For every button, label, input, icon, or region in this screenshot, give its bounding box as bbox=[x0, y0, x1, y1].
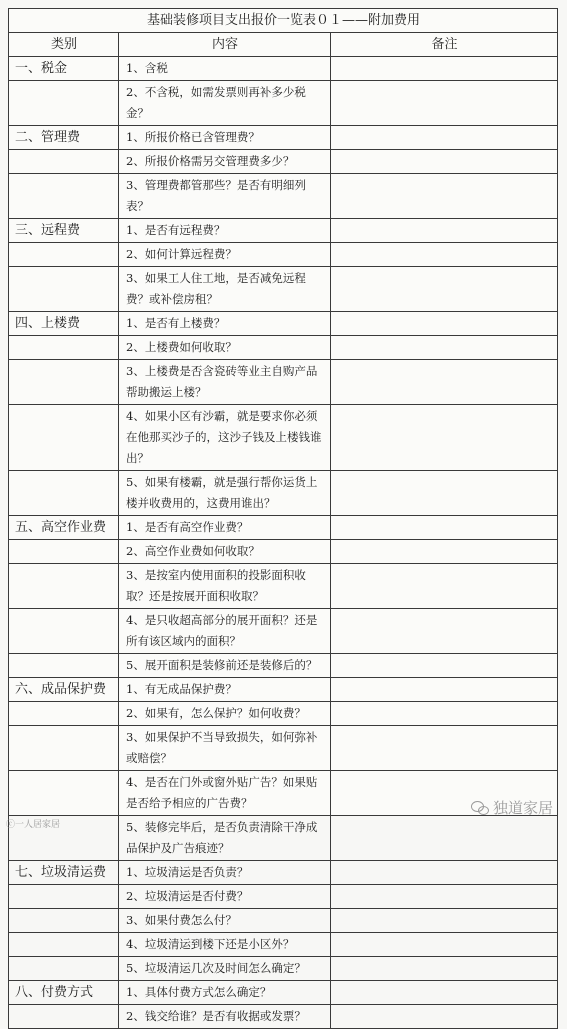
remarks-cell bbox=[331, 1005, 558, 1029]
wechat-icon bbox=[471, 801, 489, 815]
table-row bbox=[9, 360, 558, 405]
category-cell bbox=[9, 933, 119, 957]
remarks-cell bbox=[331, 150, 558, 174]
header-content: 内容 bbox=[119, 33, 331, 57]
table-row bbox=[9, 702, 558, 726]
quote-table bbox=[8, 8, 558, 1029]
table-row bbox=[9, 174, 558, 219]
category-cell bbox=[9, 564, 119, 609]
remarks-cell bbox=[331, 861, 558, 885]
remarks-cell bbox=[331, 957, 558, 981]
table-row bbox=[9, 609, 558, 654]
category-cell bbox=[9, 405, 119, 471]
content-cell: 4、是否在门外或窗外贴广告？如果贴是否给予相应的广告费？ bbox=[119, 771, 331, 816]
remarks-cell bbox=[331, 564, 558, 609]
table-row bbox=[9, 57, 558, 81]
category-cell: 四、上楼费 bbox=[9, 312, 119, 336]
table-row bbox=[9, 81, 558, 126]
category-cell bbox=[9, 909, 119, 933]
remarks-cell bbox=[331, 336, 558, 360]
footer bbox=[0, 799, 567, 830]
category-cell bbox=[9, 726, 119, 771]
content-cell: 2、所报价格需另交管理费多少？ bbox=[119, 150, 331, 174]
table-row bbox=[9, 726, 558, 771]
header-category: 类别 bbox=[9, 33, 119, 57]
content-cell: 2、如何计算远程费？ bbox=[119, 243, 331, 267]
content-cell: 5、垃圾清运几次及时间怎么确定？ bbox=[119, 957, 331, 981]
category-cell bbox=[9, 243, 119, 267]
table-row bbox=[9, 885, 558, 909]
remarks-cell bbox=[331, 885, 558, 909]
header-remarks: 备注 bbox=[331, 33, 558, 57]
category-cell bbox=[9, 174, 119, 219]
table-row bbox=[9, 126, 558, 150]
table-row bbox=[9, 654, 558, 678]
content-cell: 5、展开面积是装修前还是装修后的？ bbox=[119, 654, 331, 678]
remarks-cell bbox=[331, 540, 558, 564]
content-cell: 5、如果有楼霸，就是强行帮你运货上楼并收费用的，这费用谁出？ bbox=[119, 471, 331, 516]
remarks-cell bbox=[331, 702, 558, 726]
content-cell: 5、装修完毕后，是否负责清除干净成品保护及广告痕迹？ bbox=[119, 816, 331, 861]
content-cell: 3、管理费都管那些？是否有明细列表？ bbox=[119, 174, 331, 219]
remarks-cell bbox=[331, 516, 558, 540]
table-row bbox=[9, 861, 558, 885]
category-cell bbox=[9, 702, 119, 726]
content-cell: 4、垃圾清运到楼下还是小区外？ bbox=[119, 933, 331, 957]
category-cell bbox=[9, 609, 119, 654]
remarks-cell bbox=[331, 126, 558, 150]
table-row bbox=[9, 336, 558, 360]
content-cell: 1、垃圾清运是否负责？ bbox=[119, 861, 331, 885]
table-row bbox=[9, 405, 558, 471]
remarks-cell bbox=[331, 360, 558, 405]
content-cell: 4、如果小区有沙霸，就是要求你必须在他那买沙子的，这沙子钱及上楼钱谁出？ bbox=[119, 405, 331, 471]
category-cell bbox=[9, 150, 119, 174]
table-title: 基础装修项目支出报价一览表０１——附加费用 bbox=[9, 9, 558, 33]
category-cell bbox=[9, 471, 119, 516]
table-row bbox=[9, 564, 558, 609]
category-cell: 三、远程费 bbox=[9, 219, 119, 243]
remarks-cell bbox=[331, 81, 558, 126]
remarks-cell bbox=[331, 654, 558, 678]
content-cell: 3、是按室内使用面积的投影面积收取？还是按展开面积收取？ bbox=[119, 564, 331, 609]
category-cell bbox=[9, 267, 119, 312]
table-row bbox=[9, 540, 558, 564]
content-cell: 3、如果保护不当导致损失，如何弥补或赔偿？ bbox=[119, 726, 331, 771]
table-row bbox=[9, 150, 558, 174]
content-cell: 1、是否有远程费？ bbox=[119, 219, 331, 243]
table-row bbox=[9, 267, 558, 312]
remarks-cell bbox=[331, 174, 558, 219]
category-cell: 八、付费方式 bbox=[9, 981, 119, 1005]
remarks-cell bbox=[331, 267, 558, 312]
content-cell: 2、如果有，怎么保护？如何收费？ bbox=[119, 702, 331, 726]
category-cell: 一、税金 bbox=[9, 57, 119, 81]
table-row bbox=[9, 933, 558, 957]
content-cell: 1、是否有高空作业费？ bbox=[119, 516, 331, 540]
category-cell: 二、管理费 bbox=[9, 126, 119, 150]
table-row bbox=[9, 678, 558, 702]
category-cell: 五、高空作业费 bbox=[9, 516, 119, 540]
table-row bbox=[9, 981, 558, 1005]
remarks-cell bbox=[331, 909, 558, 933]
remarks-cell bbox=[331, 405, 558, 471]
remarks-cell bbox=[331, 933, 558, 957]
category-cell bbox=[9, 81, 119, 126]
remarks-cell bbox=[331, 726, 558, 771]
content-cell: 2、上楼费如何收取？ bbox=[119, 336, 331, 360]
category-cell: 七、垃圾清运费 bbox=[9, 861, 119, 885]
watermark-left: ⓒ一人居家居 bbox=[6, 820, 61, 830]
content-cell: 2、高空作业费如何收取？ bbox=[119, 540, 331, 564]
category-cell bbox=[9, 885, 119, 909]
content-cell: 3、如果工人住工地，是否减免远程费？或补偿房租？ bbox=[119, 267, 331, 312]
content-cell: 1、是否有上楼费？ bbox=[119, 312, 331, 336]
table-row bbox=[9, 909, 558, 933]
table-row bbox=[9, 516, 558, 540]
content-cell: 2、不含税，如需发票则再补多少税金？ bbox=[119, 81, 331, 126]
table-row bbox=[9, 471, 558, 516]
remarks-cell bbox=[331, 609, 558, 654]
content-cell: 2、垃圾清运是否付费？ bbox=[119, 885, 331, 909]
category-cell bbox=[9, 654, 119, 678]
watermark-right bbox=[471, 797, 553, 818]
category-cell bbox=[9, 360, 119, 405]
remarks-cell bbox=[331, 57, 558, 81]
content-cell: 3、如果付费怎么付？ bbox=[119, 909, 331, 933]
remarks-cell bbox=[331, 219, 558, 243]
content-cell: 1、有无成品保护费？ bbox=[119, 678, 331, 702]
remarks-cell bbox=[331, 312, 558, 336]
content-cell: 1、所报价格已含管理费？ bbox=[119, 126, 331, 150]
category-cell bbox=[9, 771, 119, 816]
category-cell bbox=[9, 957, 119, 981]
table-row bbox=[9, 957, 558, 981]
header-row bbox=[9, 33, 558, 57]
table-row bbox=[9, 243, 558, 267]
remarks-cell bbox=[331, 471, 558, 516]
content-cell: 3、上楼费是否含瓷砖等业主自购产品帮助搬运上楼？ bbox=[119, 360, 331, 405]
category-cell bbox=[9, 540, 119, 564]
category-cell: 六、成品保护费 bbox=[9, 678, 119, 702]
content-cell: 4、是只收超高部分的展开面积？还是所有该区域内的面积？ bbox=[119, 609, 331, 654]
table-row bbox=[9, 312, 558, 336]
table-row bbox=[9, 1005, 558, 1029]
content-cell: 1、具体付费方式怎么确定？ bbox=[119, 981, 331, 1005]
remarks-cell bbox=[331, 981, 558, 1005]
category-cell bbox=[9, 1005, 119, 1029]
content-cell: 1、含税 bbox=[119, 57, 331, 81]
table-row bbox=[9, 219, 558, 243]
remarks-cell bbox=[331, 243, 558, 267]
content-cell: 2、钱交给谁？是否有收据或发票？ bbox=[119, 1005, 331, 1029]
title-row bbox=[9, 9, 558, 33]
category-cell bbox=[9, 336, 119, 360]
watermark-right-text: 独道家居 bbox=[492, 799, 553, 817]
remarks-cell bbox=[331, 678, 558, 702]
